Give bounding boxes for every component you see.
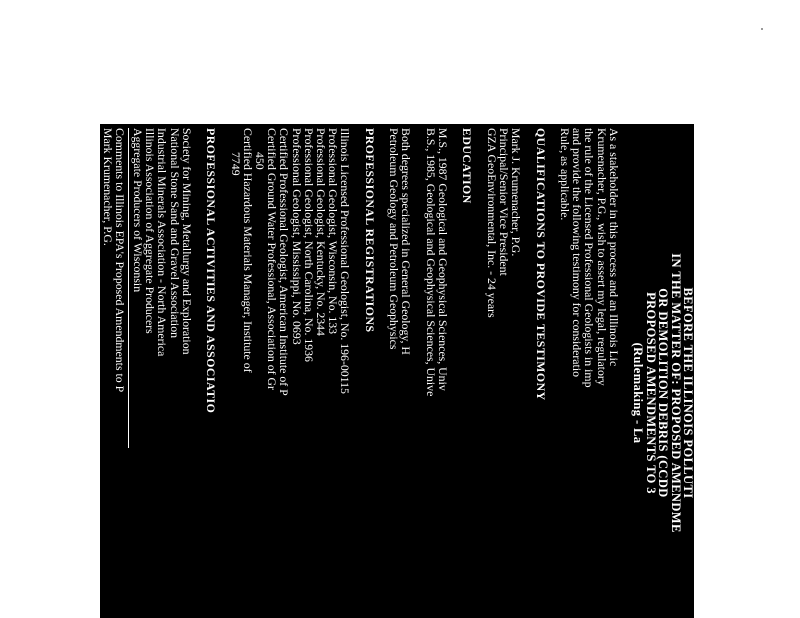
activities-heading: PROFESSIONAL ACTIVITIES AND ASSOCIATIO <box>204 128 219 414</box>
qualifications-heading: QUALIFICATIONS TO PROVIDE TESTIMONY <box>533 128 548 401</box>
registration-line: Certified Ground Water Professional, Association of Gr <box>265 128 280 390</box>
activity-line: National Stone Sand and Gravel Association <box>167 128 182 339</box>
scanned-document-page <box>88 124 695 618</box>
registration-line: Professional Geologist, Mississippi, No. 0693 <box>289 128 304 345</box>
education-heading: EDUCATION <box>460 128 475 204</box>
intro-line: and provide the following testimony for consideratio <box>570 128 585 377</box>
activity-line: Aggregate Producers of Wisconsin <box>131 128 145 293</box>
doc-header-line-1: BEFORE THE ILLINOIS POLLUTI <box>681 287 695 499</box>
doc-header-line-5: (Rulemaking - La <box>631 342 646 444</box>
education-line: Petroleum Geology and Petroleum Geophysics <box>387 128 402 350</box>
footer-line: Mark Krumenacher, P.G. <box>100 128 115 246</box>
qualification-line: Mark J. Krumenacher, P.G. <box>509 128 524 257</box>
registration-line: 450 <box>253 152 267 170</box>
education-line: B.S., 1985, Geological and Geophysical Sciences, Unive <box>423 128 438 397</box>
registration-line: Certified Professional Geologist, American Institute of P <box>277 128 292 396</box>
scan-speck <box>761 28 763 30</box>
qualification-line: GZA GeoEnvironmental, Inc. - 24 years <box>484 128 499 318</box>
doc-header-line-4: PROPOSED AMENDMENTS TO 3 <box>643 292 658 494</box>
document-text-rotated <box>88 124 695 618</box>
footer-line: Comments to Illinois EPA's Proposed Amendments to P <box>112 128 127 393</box>
registration-line: Certified Hazardous Materials Manager, Institute of <box>240 128 255 373</box>
registration-line: Professional Geologist, Kentucky, No. 2344 <box>314 128 329 336</box>
education-line: Both degrees specialized in General Geology, H <box>399 128 414 355</box>
qualification-line: Principal/Senior Vice President <box>496 128 511 276</box>
registration-line: Illinois Licensed Professional Geologist, No. 196-00115 <box>338 128 353 394</box>
footer-divider <box>128 128 129 448</box>
doc-header-line-2: IN THE MATTER OF: PROPOSED AMENDME <box>668 253 683 533</box>
activity-line: Industrial Minerals Association - North America <box>155 128 170 357</box>
activity-line: Society for Mining, Metallurgy and Exploration <box>179 128 194 355</box>
registration-line: Professional Geologist, North Carolina, No. 1936 <box>301 128 316 362</box>
footer-line: GZA GeoEnvironmental, Inc. <box>88 128 103 269</box>
intro-line: Rule, as applicable. <box>557 128 572 221</box>
education-line: M.S., 1987 Geological and Geophysical Sciences, Univ <box>436 128 450 391</box>
registration-line: Professional Geologist, Wisconsin, No. 133 <box>326 128 341 335</box>
doc-header-line-3: OR DEMOLITION DEBRIS (CCDD <box>656 288 671 498</box>
intro-line: As a stakeholder in this process and an Illinois Lic <box>606 128 621 367</box>
intro-line: the rule of the Licensed Professional Geologists in imp <box>582 128 597 388</box>
intro-line: Krumenacher, P.G., wish to assert my legal, regulatory <box>594 128 609 386</box>
registrations-heading: PROFESSIONAL REGISTRATIONS <box>362 128 377 333</box>
activity-line: Illinois Association of Aggregate Producers <box>143 128 158 334</box>
registration-line: 7749 <box>228 152 243 176</box>
